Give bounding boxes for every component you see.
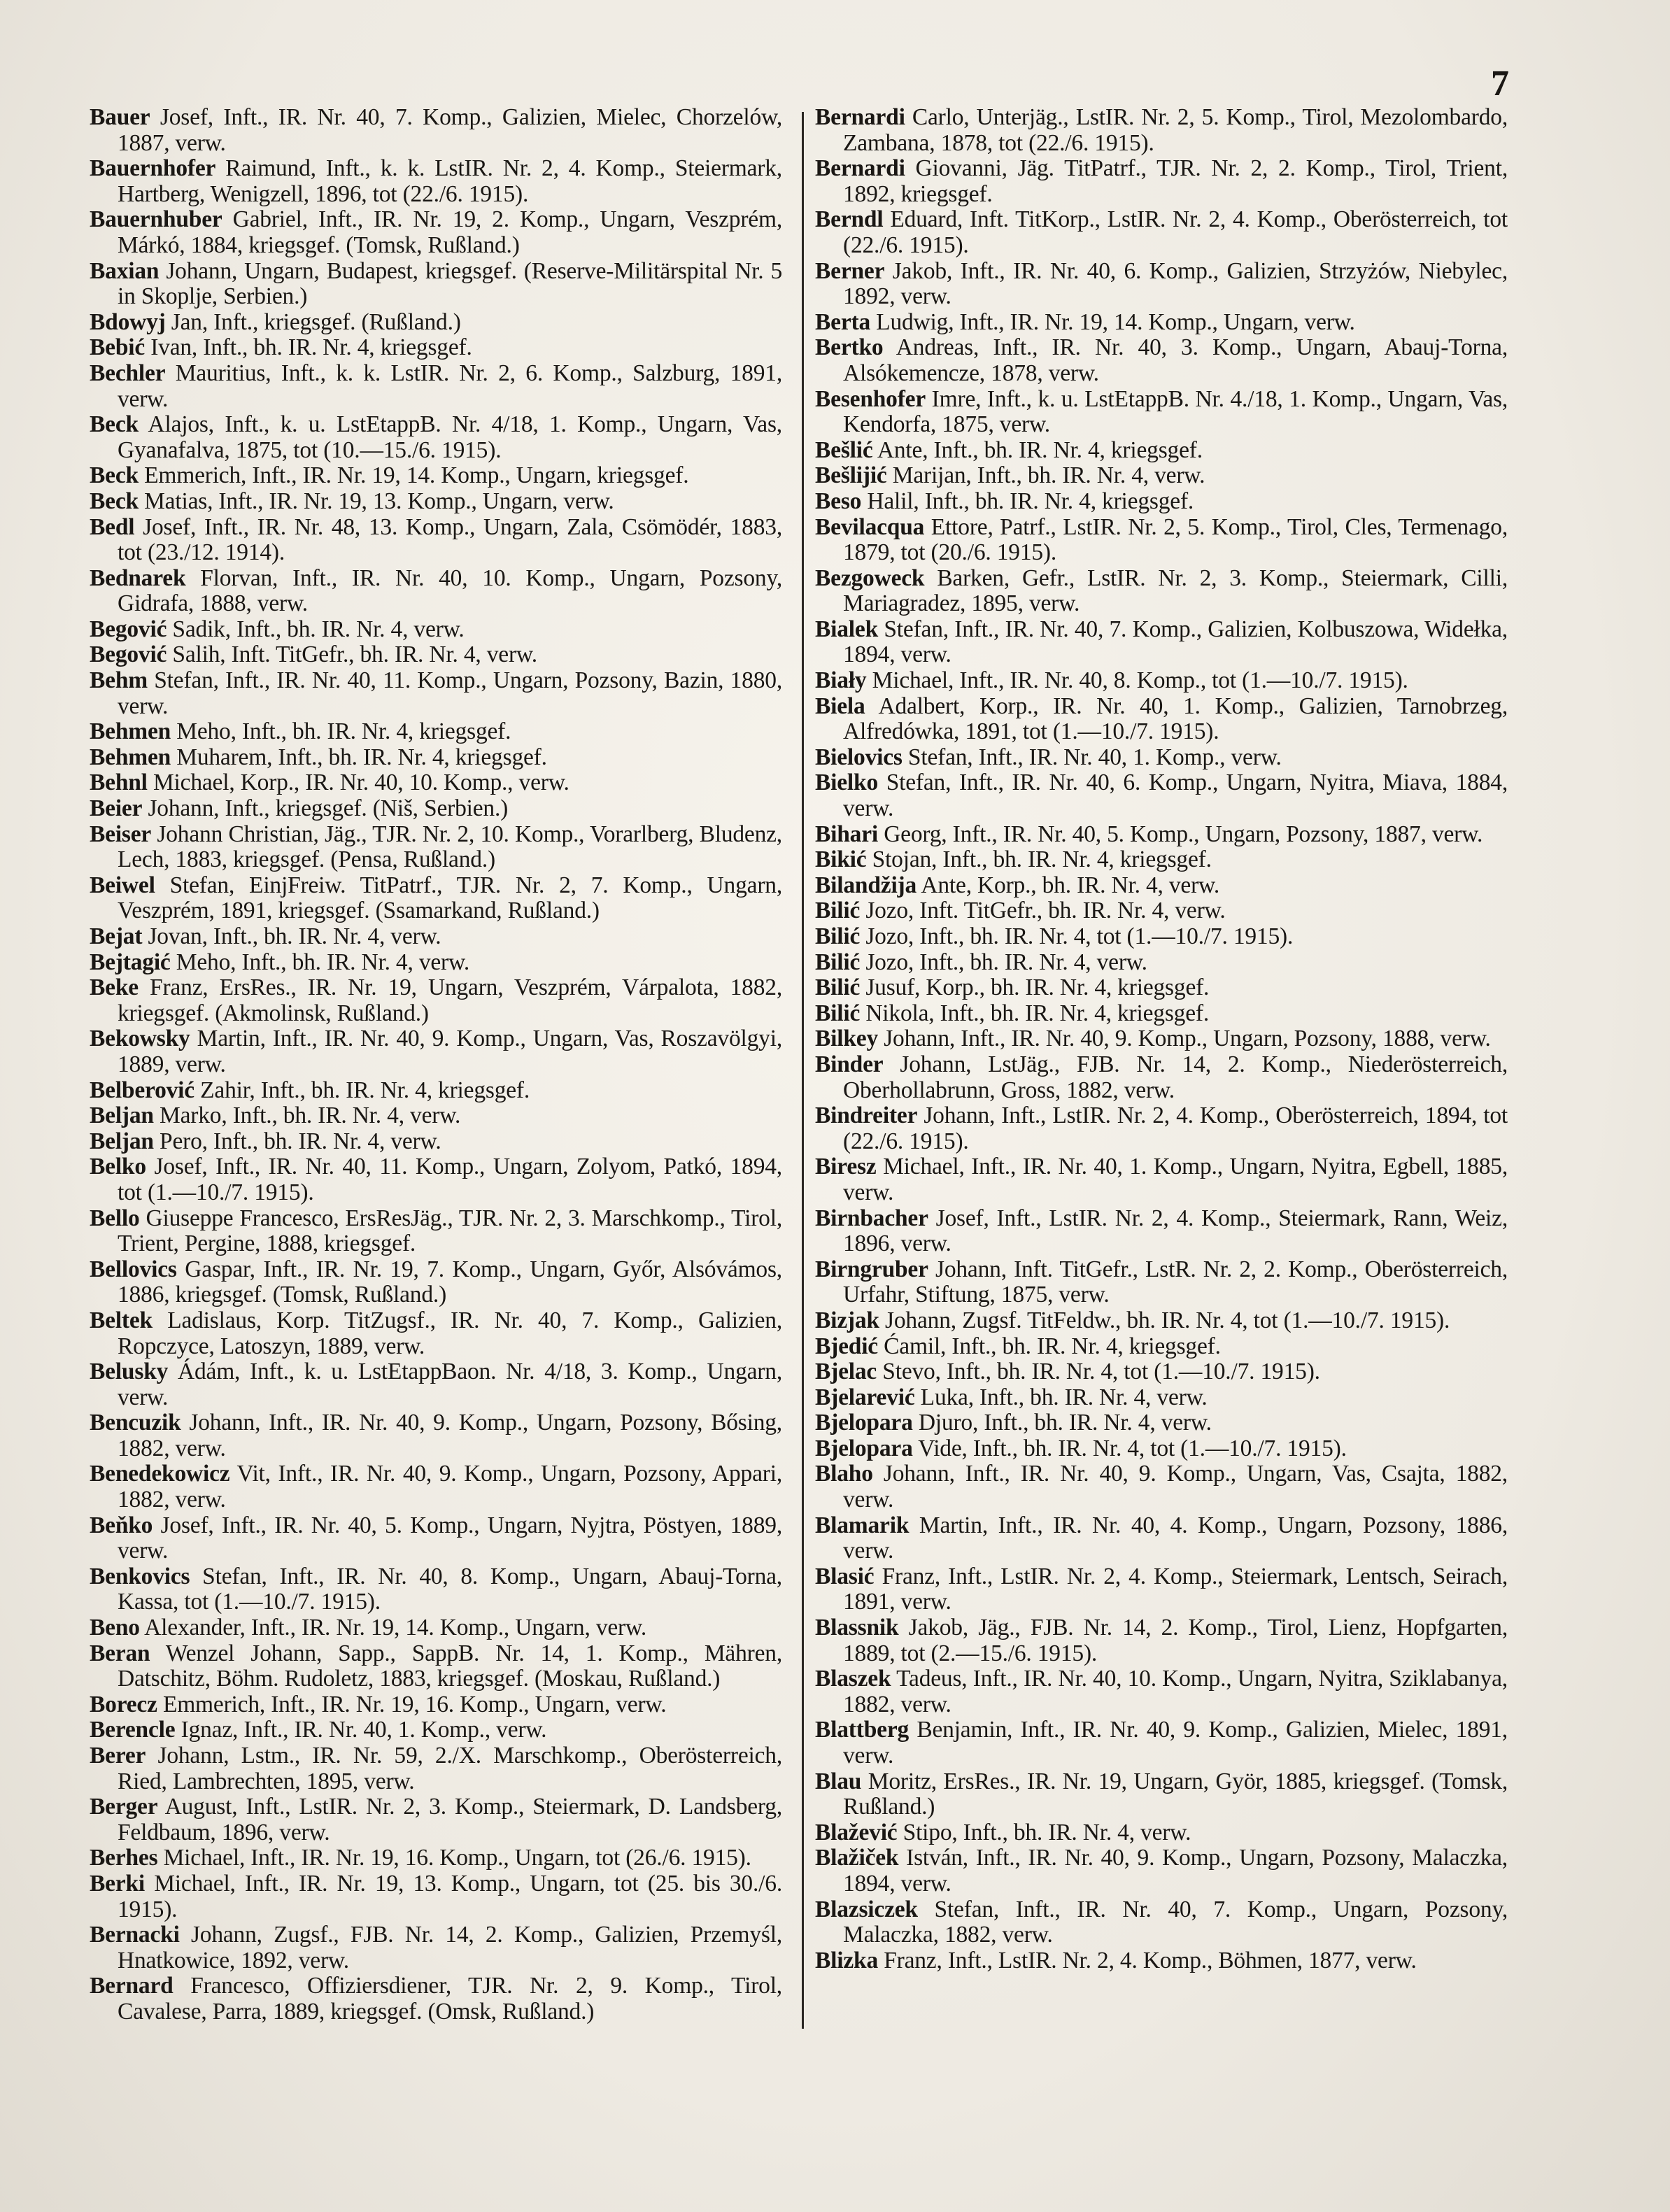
list-entry	[815, 1334, 1508, 1360]
list-entry	[90, 873, 782, 924]
entry-details: István, Inft., IR. Nr. 40, 9. Komp., Ungarn, Pozsony, Malaczka, 1894, verw.	[843, 1845, 1508, 1896]
entry-details: Johann, Zugsf., FJB. Nr. 14, 2. Komp., Galizien, Przemyśl, Hnatkowice, 1892, verw.	[118, 1922, 782, 1973]
list-entry	[90, 1845, 782, 1871]
entry-details: Stefan, Inft., IR. Nr. 40, 1. Komp., verw.	[902, 744, 1282, 770]
entry-details: Franz, Inft., LstIR. Nr. 2, 4. Komp., Steiermark, Lentsch, Seirach, 1891, verw.	[843, 1563, 1508, 1615]
entry-details: Carlo, Unterjäg., LstIR. Nr. 2, 5. Komp., Tirol, Mezolombardo, Zambana, 1878, tot (22./6. 1915).	[843, 104, 1508, 156]
entry-surname: Begović	[90, 641, 167, 668]
entry-surname: Bertko	[815, 334, 884, 361]
list-entry	[815, 694, 1508, 745]
list-entry	[90, 1743, 782, 1794]
list-entry	[90, 259, 782, 310]
entry-surname: Beno	[90, 1615, 140, 1641]
entry-details: Raimund, Inft., k. k. LstIR. Nr. 2, 4. Komp., Steiermark, Hartberg, Wenigzell, 1896, tot (22./6. 1915).	[118, 155, 782, 207]
entry-details: Georg, Inft., IR. Nr. 40, 5. Komp., Ungarn, Pozsony, 1887, verw.	[878, 821, 1483, 847]
list-entry	[815, 873, 1508, 899]
entry-surname: Berhes	[90, 1845, 158, 1871]
entry-surname: Beňko	[90, 1512, 153, 1538]
entry-details: Ádám, Inft., k. u. LstEtappBaon. Nr. 4/18, 3. Komp., Ungarn, verw.	[118, 1359, 782, 1410]
entry-surname: Bešlijić	[815, 462, 887, 489]
entry-surname: Bilić	[815, 898, 861, 924]
column-divider	[802, 112, 804, 2029]
entry-details: Marijan, Inft., bh. IR. Nr. 4, verw.	[886, 462, 1205, 489]
entry-surname: Blažević	[815, 1819, 898, 1845]
entry-details: Vide, Inft., bh. IR. Nr. 4, tot (1.—10./7. 1915).	[912, 1435, 1347, 1461]
entry-details: Meho, Inft., bh. IR. Nr. 4, verw.	[170, 949, 470, 975]
entry-details: Meho, Inft., bh. IR. Nr. 4, kriegsgef.	[171, 718, 511, 745]
list-entry	[815, 438, 1508, 464]
list-entry	[90, 719, 782, 745]
entry-surname: Bilić	[815, 923, 861, 949]
list-entry	[90, 1641, 782, 1692]
entry-surname: Bauernhofer	[90, 155, 216, 182]
entry-details: Stefan, Inft., IR. Nr. 40, 7. Komp., Ungarn, Pozsony, Malaczka, 1882, verw.	[843, 1896, 1508, 1948]
entry-details: Eduard, Inft. TitKorp., LstIR. Nr. 2, 4. Komp., Oberösterreich, tot (22./6. 1915).	[843, 206, 1508, 258]
list-entry	[90, 1794, 782, 1845]
list-entry	[815, 847, 1508, 873]
entry-surname: Birngruber	[815, 1256, 928, 1282]
entry-surname: Benkovics	[90, 1563, 190, 1589]
list-entry	[815, 463, 1508, 489]
list-entry	[815, 1001, 1508, 1027]
list-entry	[815, 489, 1508, 515]
entry-details: Emmerich, Inft., IR. Nr. 19, 14. Komp., Ungarn, kriegsgef.	[138, 462, 689, 489]
entry-surname: Bjelac	[815, 1359, 877, 1385]
entry-surname: Bielovics	[815, 744, 903, 770]
entry-details: Johann, Inft., IR. Nr. 40, 9. Komp., Ungarn, Pozsony, 1888, verw.	[878, 1026, 1491, 1052]
entry-surname: Behm	[90, 667, 148, 694]
entry-surname: Beke	[90, 974, 139, 1001]
entry-surname: Bešlić	[815, 437, 873, 463]
list-entry	[90, 412, 782, 463]
entry-surname: Blaszek	[815, 1666, 891, 1692]
entry-surname: Bizjak	[815, 1307, 879, 1333]
list-entry	[90, 796, 782, 822]
list-entry	[815, 1052, 1508, 1103]
entry-details: Luka, Inft., bh. IR. Nr. 4, verw.	[914, 1384, 1208, 1410]
entry-details: Johann, Inft., IR. Nr. 40, 9. Komp., Ungarn, Pozsony, Bősing, 1882, verw.	[118, 1410, 782, 1461]
entry-details: Pero, Inft., bh. IR. Nr. 4, verw.	[153, 1128, 441, 1154]
list-entry	[90, 335, 782, 361]
entry-surname: Blizka	[815, 1947, 879, 1973]
list-entry	[90, 207, 782, 258]
list-entry	[815, 335, 1508, 386]
list-entry	[90, 1922, 782, 1973]
entry-surname: Berner	[815, 257, 885, 284]
entry-details: Stefan, Inft., IR. Nr. 40, 6. Komp., Ungarn, Nyitra, Miava, 1884, verw.	[843, 770, 1508, 822]
entry-details: Stefan, Inft., IR. Nr. 40, 11. Komp., Ungarn, Pozsony, Bazin, 1880, verw.	[118, 667, 782, 719]
entry-surname: Beljan	[90, 1128, 154, 1154]
list-entry	[815, 566, 1508, 617]
page-number: 7	[1491, 64, 1509, 104]
list-entry	[90, 105, 782, 156]
entry-details: Franz, ErsRes., IR. Nr. 19, Ungarn, Veszprém, Várpalota, 1882, kriegsgef. (Akmolinsk, Rußland.)	[118, 974, 782, 1026]
list-entry	[815, 1564, 1508, 1615]
entry-surname: Bialek	[815, 616, 879, 642]
list-entry	[815, 1103, 1508, 1154]
list-entry	[815, 1436, 1508, 1462]
left-column	[90, 105, 782, 2025]
entry-details: Ladislaus, Korp. TitZugsf., IR. Nr. 40, 7. Komp., Galizien, Ropczyce, Latoszyn, 1889, verw.	[118, 1307, 782, 1359]
entry-surname: Bilkey	[815, 1026, 879, 1052]
entry-details: Gabriel, Inft., IR. Nr. 19, 2. Komp., Ungarn, Veszprém, Márkó, 1884, kriegsgef. (Tomsk, Rußland.)	[118, 206, 782, 258]
list-entry	[815, 1461, 1508, 1512]
right-column	[815, 105, 1508, 1973]
list-entry	[90, 515, 782, 566]
entry-surname: Bello	[90, 1205, 140, 1231]
list-entry	[815, 1769, 1508, 1820]
entry-surname: Blazsiczek	[815, 1896, 918, 1922]
entry-surname: Biresz	[815, 1154, 877, 1180]
list-entry	[815, 1845, 1508, 1896]
entry-details: Johann, Lstm., IR. Nr. 59, 2./X. Marschkomp., Oberösterreich, Ried, Lambrechten, 1895, verw.	[118, 1743, 782, 1794]
list-entry	[815, 515, 1508, 566]
entry-details: Giovanni, Jäg. TitPatrf., TJR. Nr. 2, 2. Komp., Tirol, Trient, 1892, kriegsgef.	[843, 155, 1508, 207]
list-entry	[815, 1385, 1508, 1411]
entry-surname: Beier	[90, 795, 143, 822]
entry-surname: Bauernhuber	[90, 206, 222, 233]
entry-details: Michael, Inft., IR. Nr. 19, 13. Komp., Ungarn, tot (25. bis 30./6. 1915).	[118, 1870, 782, 1922]
entry-surname: Blattberg	[815, 1717, 910, 1743]
entry-details: Johann Christian, Jäg., TJR. Nr. 2, 10. Komp., Vorarlberg, Bludenz, Lech, 1883, kriegsgef. (Pensa, Rußland.)	[118, 821, 782, 873]
list-entry	[815, 924, 1508, 950]
list-entry	[90, 489, 782, 515]
list-entry	[90, 1103, 782, 1129]
entry-details: Ignaz, Inft., IR. Nr. 40, 1. Komp., verw.	[175, 1717, 547, 1743]
list-entry	[90, 1461, 782, 1512]
entry-details: Johann, LstJäg., FJB. Nr. 14, 2. Komp., Niederösterreich, Oberhollabrunn, Gross, 1882, verw.	[843, 1051, 1508, 1103]
list-entry	[815, 310, 1508, 336]
entry-surname: Beljan	[90, 1103, 154, 1129]
list-entry	[90, 310, 782, 336]
entry-surname: Berger	[90, 1794, 158, 1820]
entry-details: Josef, Inft., IR. Nr. 48, 13. Komp., Ungarn, Zala, Csömödér, 1883, tot (23./12. 1914).	[118, 513, 782, 566]
entry-surname: Bejat	[90, 923, 143, 949]
entry-details: Marko, Inft., bh. IR. Nr. 4, verw.	[153, 1103, 461, 1129]
entry-details: Josef, Inft., LstIR. Nr. 2, 4. Komp., Steiermark, Rann, Weiz, 1896, verw.	[843, 1205, 1508, 1257]
entry-surname: Birnbacher	[815, 1205, 928, 1231]
entry-surname: Blasić	[815, 1563, 875, 1589]
entry-details: Francesco, Offiziersdiener, TJR. Nr. 2, 9. Komp., Tirol, Cavalese, Parra, 1889, kriegsgef. (Omsk, Rußland.)	[118, 1973, 782, 2025]
entry-details: Johann, Inft. TitGefr., LstR. Nr. 2, 2. Komp., Oberösterreich, Urfahr, Stiftung, 1875, verw.	[843, 1256, 1508, 1308]
entry-details: Barken, Gefr., LstIR. Nr. 2, 3. Komp., Steiermark, Cilli, Mariagradez, 1895, verw.	[843, 565, 1508, 617]
entry-details: Giuseppe Francesco, ErsResJäg., TJR. Nr. 2, 3. Marschkomp., Tirol, Trient, Pergine, 1888, kriegsgef.	[118, 1205, 782, 1257]
list-entry	[815, 1897, 1508, 1948]
entry-details: Mauritius, Inft., k. k. LstIR. Nr. 2, 6. Komp., Salzburg, 1891, verw.	[118, 360, 782, 412]
entry-details: Jan, Inft., kriegsgef. (Rußland.)	[165, 309, 461, 335]
entry-surname: Bellovics	[90, 1256, 177, 1282]
list-entry	[90, 1026, 782, 1077]
entry-surname: Blau	[815, 1768, 862, 1794]
entry-details: Michael, Inft., IR. Nr. 40, 8. Komp., tot (1.—10./7. 1915).	[866, 667, 1408, 694]
entry-details: Wenzel Johann, Sapp., SappB. Nr. 14, 1. Komp., Mähren, Datschitz, Böhm. Rudoletz, 1883, kriegsgef. (Moskau, Rußland.)	[118, 1640, 782, 1692]
entry-details: Jozo, Inft., bh. IR. Nr. 4, tot (1.—10./7. 1915).	[860, 923, 1294, 949]
list-entry	[90, 566, 782, 617]
entry-details: Matias, Inft., IR. Nr. 19, 13. Komp., Ungarn, verw.	[138, 488, 614, 514]
list-entry	[815, 259, 1508, 310]
entry-surname: Bjelopara	[815, 1410, 913, 1436]
entry-details: Vit, Inft., IR. Nr. 40, 9. Komp., Ungarn, Pozsony, Appari, 1882, verw.	[118, 1461, 782, 1513]
entry-surname: Beiser	[90, 821, 152, 847]
entry-surname: Biela	[815, 693, 865, 719]
entry-details: Nikola, Inft., bh. IR. Nr. 4, kriegsgef.	[860, 1000, 1210, 1026]
entry-details: Ante, Korp., bh. IR. Nr. 4, verw.	[917, 872, 1220, 898]
entry-surname: Baxian	[90, 257, 160, 284]
entry-details: Jusuf, Korp., bh. IR. Nr. 4, kriegsgef.	[860, 974, 1210, 1001]
list-entry	[90, 975, 782, 1026]
entry-details: Imre, Inft., k. u. LstEtappB. Nr. 4./18, 1. Komp., Ungarn, Vas, Kendorfa, 1875, verw.	[843, 385, 1508, 438]
entry-details: Josef, Inft., IR. Nr. 40, 7. Komp., Galizien, Mielec, Chorzelów, 1887, verw.	[118, 104, 782, 156]
list-entry	[90, 1129, 782, 1155]
entry-details: Ante, Inft., bh. IR. Nr. 4, kriegsgef.	[872, 437, 1203, 463]
entry-details: Andreas, Inft., IR. Nr. 40, 3. Komp., Ungarn, Abauj-Torna, Alsókemencze, 1878, verw.	[843, 334, 1508, 386]
list-entry	[815, 770, 1508, 821]
list-entry	[815, 898, 1508, 924]
entry-surname: Bernacki	[90, 1922, 180, 1948]
list-entry	[90, 1308, 782, 1359]
entry-surname: Beran	[90, 1640, 150, 1666]
entry-details: Halil, Inft., bh. IR. Nr. 4, kriegsgef.	[861, 488, 1194, 514]
list-entry	[815, 1257, 1508, 1308]
entry-surname: Beltek	[90, 1307, 153, 1333]
entry-surname: Benedekowicz	[90, 1461, 230, 1487]
entry-surname: Berndl	[815, 206, 884, 233]
entry-surname: Bilić	[815, 974, 861, 1001]
entry-details: Stefan, EinjFreiw. TitPatrf., TJR. Nr. 2, 7. Komp., Ungarn, Veszprém, 1891, kriegsgef. (Ssamarkand, Rußland.)	[118, 872, 782, 924]
list-entry	[815, 1513, 1508, 1564]
entry-surname: Beck	[90, 462, 139, 489]
entry-surname: Berencle	[90, 1717, 176, 1743]
entry-surname: Berki	[90, 1870, 146, 1896]
list-entry	[90, 617, 782, 643]
entry-details: Moritz, ErsRes., IR. Nr. 19, Ungarn, Györ, 1885, kriegsgef. (Tomsk, Rußland.)	[843, 1768, 1508, 1820]
list-entry	[90, 1206, 782, 1257]
entry-surname: Bedl	[90, 513, 135, 540]
entry-details: Muharem, Inft., bh. IR. Nr. 4, kriegsgef.	[171, 744, 547, 770]
list-entry	[815, 745, 1508, 771]
entry-details: Johann, Inft., LstIR. Nr. 2, 4. Komp., Oberösterreich, 1894, tot (22./6. 1915).	[843, 1103, 1508, 1154]
list-entry	[90, 1717, 782, 1743]
entry-surname: Bernard	[90, 1973, 174, 1999]
list-entry	[90, 1078, 782, 1104]
entry-surname: Bezgoweck	[815, 565, 925, 591]
list-entry	[815, 1359, 1508, 1385]
list-entry	[815, 975, 1508, 1001]
entry-surname: Bjedić	[815, 1333, 878, 1359]
entry-surname: Biały	[815, 667, 867, 694]
entry-details: Emmerich, Inft., IR. Nr. 19, 16. Komp., Ungarn, verw.	[157, 1691, 667, 1717]
entry-details: Stojan, Inft., bh. IR. Nr. 4, kriegsgef.	[866, 846, 1212, 873]
entry-details: Johann, Inft., IR. Nr. 40, 9. Komp., Ungarn, Vas, Csajta, 1882, verw.	[843, 1461, 1508, 1513]
entry-details: Stipo, Inft., bh. IR. Nr. 4, verw.	[897, 1819, 1191, 1845]
list-entry	[815, 1717, 1508, 1768]
entry-surname: Bekowsky	[90, 1026, 190, 1052]
list-entry	[90, 1359, 782, 1410]
entry-details: Sadik, Inft., bh. IR. Nr. 4, verw.	[167, 616, 465, 642]
entry-details: Ivan, Inft., bh. IR. Nr. 4, kriegsgef.	[145, 334, 472, 361]
entry-details: Zahir, Inft., bh. IR. Nr. 4, kriegsgef.	[194, 1077, 530, 1103]
list-entry	[90, 642, 782, 668]
entry-surname: Berer	[90, 1743, 146, 1768]
entry-surname: Blassnik	[815, 1615, 899, 1641]
list-entry	[815, 1308, 1508, 1334]
entry-surname: Bjelarević	[815, 1384, 915, 1410]
entry-details: Josef, Inft., IR. Nr. 40, 5. Komp., Ungarn, Nyjtra, Pöstyen, 1889, verw.	[118, 1512, 782, 1564]
list-entry	[90, 770, 782, 796]
entry-details: Jozo, Inft., bh. IR. Nr. 4, verw.	[860, 949, 1147, 975]
list-entry	[815, 1948, 1508, 1974]
entry-surname: Berta	[815, 309, 870, 335]
entry-details: Johann, Zugsf. TitFeldw., bh. IR. Nr. 4, tot (1.—10./7. 1915).	[879, 1307, 1450, 1333]
entry-surname: Bindreiter	[815, 1103, 918, 1129]
entry-surname: Belberović	[90, 1077, 194, 1103]
entry-details: Franz, Inft., LstIR. Nr. 2, 4. Komp., Böhmen, 1877, verw.	[878, 1947, 1417, 1973]
entry-surname: Belko	[90, 1154, 146, 1180]
entry-surname: Bielko	[815, 770, 879, 796]
list-entry	[815, 1206, 1508, 1257]
entry-details: Salih, Inft. TitGefr., bh. IR. Nr. 4, verw.	[167, 641, 537, 668]
entry-surname: Bechler	[90, 360, 166, 386]
list-entry	[90, 463, 782, 489]
list-entry	[815, 1615, 1508, 1666]
entry-details: Stevo, Inft., bh. IR. Nr. 4, tot (1.—10./7. 1915).	[877, 1359, 1320, 1385]
entry-surname: Beiwel	[90, 872, 155, 898]
entry-surname: Bjelopara	[815, 1435, 913, 1461]
entry-details: Adalbert, Korp., IR. Nr. 40, 1. Komp., Galizien, Tarnobrzeg, Alfredówka, 1891, tot (1.—10./7. 1915).	[843, 693, 1508, 745]
entry-surname: Begović	[90, 616, 167, 642]
entry-details: Stefan, Inft., IR. Nr. 40, 7. Komp., Galizien, Kolbuszowa, Widełka, 1894, verw.	[843, 616, 1508, 668]
entry-surname: Bilić	[815, 949, 861, 975]
entry-details: Ludwig, Inft., IR. Nr. 19, 14. Komp., Ungarn, verw.	[870, 309, 1355, 335]
entry-surname: Bilić	[815, 1000, 861, 1026]
entry-details: Florvan, Inft., IR. Nr. 40, 10. Komp., Ungarn, Pozsony, Gidrafa, 1888, verw.	[118, 565, 782, 617]
entry-surname: Beck	[90, 488, 139, 514]
entry-details: Stefan, Inft., IR. Nr. 40, 8. Komp., Ungarn, Abauj-Torna, Kassa, tot (1.—10./7. 1915).	[118, 1563, 782, 1615]
entry-surname: Beso	[815, 488, 862, 514]
list-entry	[90, 950, 782, 976]
entry-surname: Binder	[815, 1051, 884, 1077]
entry-surname: Bebić	[90, 334, 146, 361]
list-entry	[815, 387, 1508, 438]
entry-surname: Behnl	[90, 770, 148, 796]
entry-details: Michael, Inft., IR. Nr. 40, 1. Komp., Ungarn, Nyitra, Egbell, 1885, verw.	[843, 1154, 1508, 1205]
list-entry	[815, 617, 1508, 668]
list-entry	[815, 1666, 1508, 1717]
entry-surname: Bejtagić	[90, 949, 171, 975]
list-entry	[815, 668, 1508, 694]
entry-surname: Bihari	[815, 821, 879, 847]
list-entry	[90, 1410, 782, 1461]
list-entry	[815, 1026, 1508, 1052]
entry-surname: Bernardi	[815, 104, 905, 130]
entry-details: Gaspar, Inft., IR. Nr. 19, 7. Komp., Ungarn, Győr, Alsóvámos, 1886, kriegsgef. (Tomsk, Rußland.)	[118, 1256, 782, 1308]
entry-surname: Belusky	[90, 1359, 169, 1385]
list-entry	[90, 1564, 782, 1615]
entry-surname: Bikić	[815, 846, 867, 873]
list-entry	[90, 1513, 782, 1564]
entry-details: Michael, Inft., IR. Nr. 19, 16. Komp., Ungarn, tot (26./6. 1915).	[157, 1845, 751, 1871]
entry-details: Martin, Inft., IR. Nr. 40, 4. Komp., Ungarn, Pozsony, 1886, verw.	[843, 1512, 1508, 1564]
entry-surname: Bencuzik	[90, 1410, 181, 1436]
entry-surname: Behmen	[90, 718, 171, 745]
entry-details: Ćamil, Inft., bh. IR. Nr. 4, kriegsgef.	[877, 1333, 1221, 1359]
entry-surname: Bednarek	[90, 565, 186, 591]
entry-details: Alajos, Inft., k. u. LstEtappB. Nr. 4/18, 1. Komp., Ungarn, Vas, Gyanafalva, 1875, tot (10.—15./6. 1915).	[118, 411, 782, 463]
list-entry	[815, 156, 1508, 207]
entry-surname: Behmen	[90, 744, 171, 770]
entry-surname: Blaho	[815, 1461, 873, 1487]
entry-surname: Blažiček	[815, 1845, 899, 1871]
entry-details: Jakob, Inft., IR. Nr. 40, 6. Komp., Galizien, Strzyżów, Niebylec, 1892, verw.	[843, 257, 1508, 310]
list-entry	[90, 745, 782, 771]
entry-surname: Borecz	[90, 1691, 157, 1717]
entry-details: Djuro, Inft., bh. IR. Nr. 4, verw.	[912, 1410, 1212, 1436]
list-entry	[90, 1871, 782, 1922]
entry-details: Jovan, Inft., bh. IR. Nr. 4, verw.	[142, 923, 441, 949]
list-entry	[90, 361, 782, 412]
list-entry	[90, 924, 782, 950]
entry-details: Alexander, Inft., IR. Nr. 19, 14. Komp., Ungarn, verw.	[139, 1615, 646, 1641]
entry-surname: Bilandžija	[815, 872, 917, 898]
entry-surname: Bevilacqua	[815, 513, 925, 540]
entry-details: Johann, Inft., kriegsgef. (Niš, Serbien.)	[142, 795, 509, 822]
entry-details: Jakob, Jäg., FJB. Nr. 14, 2. Komp., Tirol, Lienz, Hopfgarten, 1889, tot (2.—15./6. 1915).	[843, 1615, 1508, 1666]
list-entry	[815, 207, 1508, 258]
entry-details: August, Inft., LstIR. Nr. 2, 3. Komp., Steiermark, D. Landsberg, Feldbaum, 1896, verw.	[118, 1794, 782, 1845]
list-entry	[90, 156, 782, 207]
entry-details: Ettore, Patrf., LstIR. Nr. 2, 5. Komp., Tirol, Cles, Termenago, 1879, tot (20./6. 1915).	[843, 513, 1508, 566]
entry-surname: Beck	[90, 411, 139, 438]
entry-surname: Bauer	[90, 104, 150, 130]
list-entry	[90, 1257, 782, 1308]
list-entry	[815, 822, 1508, 848]
entry-details: Martin, Inft., IR. Nr. 40, 9. Komp., Ungarn, Vas, Roszavölgyi, 1889, verw.	[118, 1026, 782, 1077]
entry-details: Johann, Ungarn, Budapest, kriegsgef. (Reserve-Militärspital Nr. 5 in Skoplje, Serbien.)	[118, 257, 782, 310]
list-entry	[90, 1615, 782, 1641]
list-entry	[815, 1410, 1508, 1436]
list-entry	[90, 1692, 782, 1718]
entry-surname: Besenhofer	[815, 385, 926, 412]
entry-details: Benjamin, Inft., IR. Nr. 40, 9. Komp., Galizien, Mielec, 1891, verw.	[843, 1717, 1508, 1768]
entry-surname: Bdowyj	[90, 309, 166, 335]
list-entry	[815, 1820, 1508, 1846]
entry-surname: Blamarik	[815, 1512, 910, 1538]
list-entry	[815, 950, 1508, 976]
list-entry	[90, 668, 782, 719]
entry-details: Josef, Inft., IR. Nr. 40, 11. Komp., Ungarn, Zolyom, Patkó, 1894, tot (1.—10./7. 1915).	[118, 1154, 782, 1205]
list-entry	[90, 822, 782, 873]
list-entry	[90, 1973, 782, 2025]
list-entry	[90, 1154, 782, 1205]
entry-details: Jozo, Inft. TitGefr., bh. IR. Nr. 4, verw.	[860, 898, 1226, 924]
list-entry	[815, 105, 1508, 156]
list-entry	[815, 1154, 1508, 1205]
entry-details: Tadeus, Inft., IR. Nr. 40, 10. Komp., Ungarn, Nyitra, Sziklabanya, 1882, verw.	[843, 1666, 1508, 1717]
entry-details: Michael, Korp., IR. Nr. 40, 10. Komp., verw.	[147, 770, 569, 796]
entry-surname: Bernardi	[815, 155, 905, 182]
